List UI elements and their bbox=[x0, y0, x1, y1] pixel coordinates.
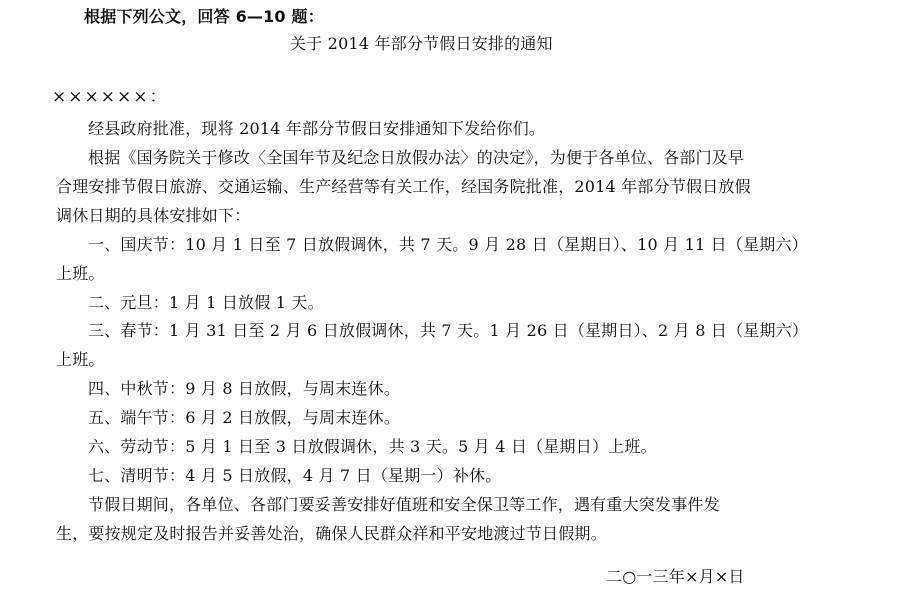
paragraph-line: 合理安排节假日旅游、交通运输、生产经营等有关工作，经国务院批准，2014 年部分节假日放假 bbox=[56, 177, 751, 196]
paragraph-line: 节假日期间，各单位、各部门要妥善安排好值班和安全保卫等工作，遇有重大突发事件发 bbox=[88, 495, 720, 514]
paragraph-line: 调休日期的具体安排如下： bbox=[56, 206, 251, 225]
paragraph-line: 三、春节：1 月 31 日至 2 月 6 日放假调休，共 7 天。1 月 26 日（星期日）、2 月 8 日（星期六） bbox=[88, 321, 809, 340]
addressee: ××××××： bbox=[52, 87, 169, 107]
paragraph-line: 生，要按规定及时报告并妥善处治，确保人民群众祥和平安地渡过节日假期。 bbox=[56, 524, 607, 543]
paragraph-line: 经县政府批准，现将 2014 年部分节假日安排通知下发给你们。 bbox=[88, 119, 546, 138]
paragraph-line: 一、国庆节：10 月 1 日至 7 日放假调休，共 7 天。9 月 28 日（星期日）、10 月 11 日（星期六） bbox=[88, 235, 808, 254]
notice-title: 关于 2014 年部分节假日安排的通知 bbox=[290, 34, 553, 53]
issue-date: 二○一三年×月×日 bbox=[606, 567, 745, 586]
paragraph-line: 根据《国务院关于修改〈全国年节及纪念日放假办法〉的决定》，为便于各单位、各部门及早 bbox=[88, 148, 745, 167]
paragraph-line: 五、端午节：6 月 2 日放假，与周末连休。 bbox=[88, 408, 401, 427]
paragraph-line: 四、中秋节：9 月 8 日放假，与周末连休。 bbox=[88, 379, 401, 398]
paragraph-line: 七、清明节：4 月 5 日放假，4 月 7 日（星期一）补休。 bbox=[88, 466, 502, 485]
paragraph-line: 上班。 bbox=[56, 264, 105, 283]
paragraph-line: 六、劳动节：5 月 1 日至 3 日放假调休，共 3 天。5 月 4 日（星期日）上班。 bbox=[88, 437, 657, 456]
question-instruction: 根据下列公文，回答 6—10 题： bbox=[84, 7, 324, 26]
paragraph-line: 二、元旦：1 月 1 日放假 1 天。 bbox=[88, 293, 324, 312]
paragraph-line: 上班。 bbox=[56, 350, 105, 369]
